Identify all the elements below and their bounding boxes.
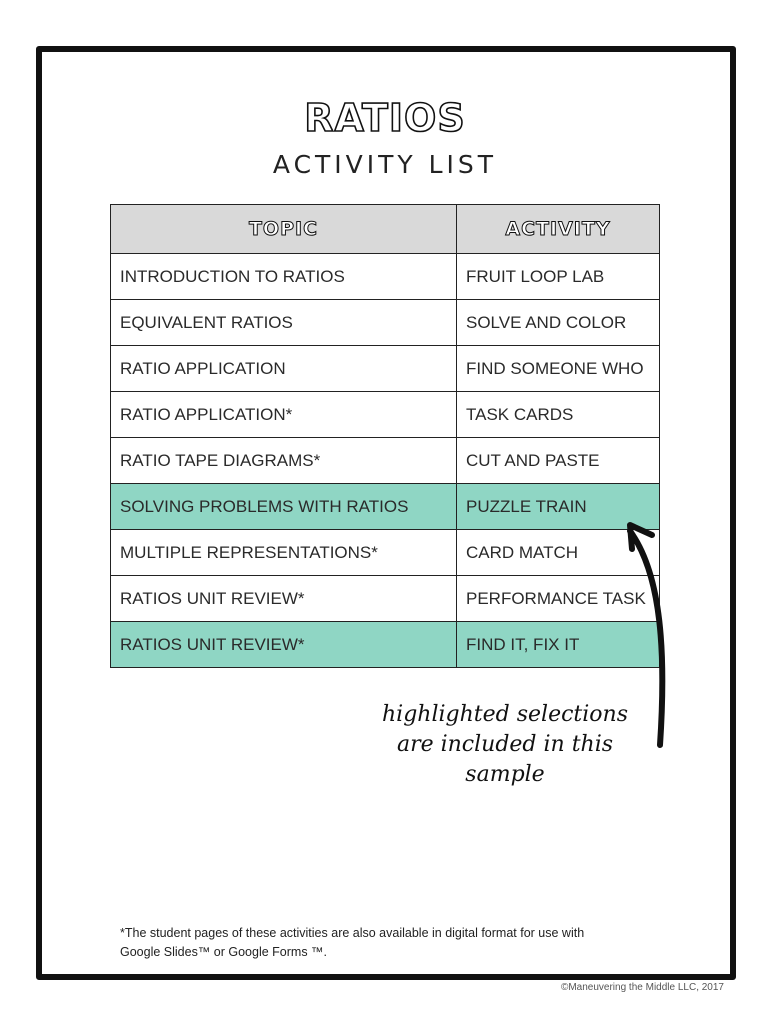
table-header-row <box>111 205 660 254</box>
table-row <box>111 392 660 438</box>
table-row <box>111 530 660 576</box>
table-row <box>111 576 660 622</box>
footnote <box>120 924 680 962</box>
activity-table <box>110 204 660 668</box>
topic-cell: RATIO APPLICATION* <box>111 392 457 438</box>
table-row <box>111 438 660 484</box>
topic-cell: RATIOS UNIT REVIEW* <box>111 622 457 668</box>
table-row <box>111 622 660 668</box>
activity-cell: PERFORMANCE TASK <box>457 576 660 622</box>
header-activity: ACTIVITY <box>457 205 660 254</box>
header-topic: TOPIC <box>111 205 457 254</box>
note-line: highlighted selections <box>382 702 628 727</box>
activity-cell: FRUIT LOOP LAB <box>457 254 660 300</box>
activity-cell: CARD MATCH <box>457 530 660 576</box>
topic-cell: EQUIVALENT RATIOS <box>111 300 457 346</box>
page-subtitle: ACTIVITY LIST <box>272 150 498 179</box>
topic-cell: RATIOS UNIT REVIEW* <box>111 576 457 622</box>
table-row <box>111 254 660 300</box>
activity-cell: PUZZLE TRAIN <box>457 484 660 530</box>
page-title: RATIOS <box>304 96 466 140</box>
topic-cell: RATIO TAPE DIAGRAMS* <box>111 438 457 484</box>
table-row <box>111 300 660 346</box>
topic-cell: INTRODUCTION TO RATIOS <box>111 254 457 300</box>
copyright-text: ©Maneuvering the Middle LLC, 2017 <box>560 982 724 993</box>
activity-cell: FIND SOMEONE WHO <box>457 346 660 392</box>
highlight-note <box>330 700 680 790</box>
activity-cell: TASK CARDS <box>457 392 660 438</box>
topic-cell: SOLVING PROBLEMS WITH RATIOS <box>111 484 457 530</box>
activity-cell: CUT AND PASTE <box>457 438 660 484</box>
activity-cell: SOLVE AND COLOR <box>457 300 660 346</box>
note-line: sample <box>465 762 545 787</box>
topic-cell: MULTIPLE REPRESENTATIONS* <box>111 530 457 576</box>
table-row <box>111 484 660 530</box>
activity-cell: FIND IT, FIX IT <box>457 622 660 668</box>
table-row <box>111 346 660 392</box>
note-line: are included in this <box>396 732 614 757</box>
topic-cell: RATIO APPLICATION <box>111 346 457 392</box>
footnote-line: *The student pages of these activities are also available in digital format for use with <box>120 926 585 940</box>
footnote-line: Google Slides™ or Google Forms ™. <box>120 945 328 959</box>
